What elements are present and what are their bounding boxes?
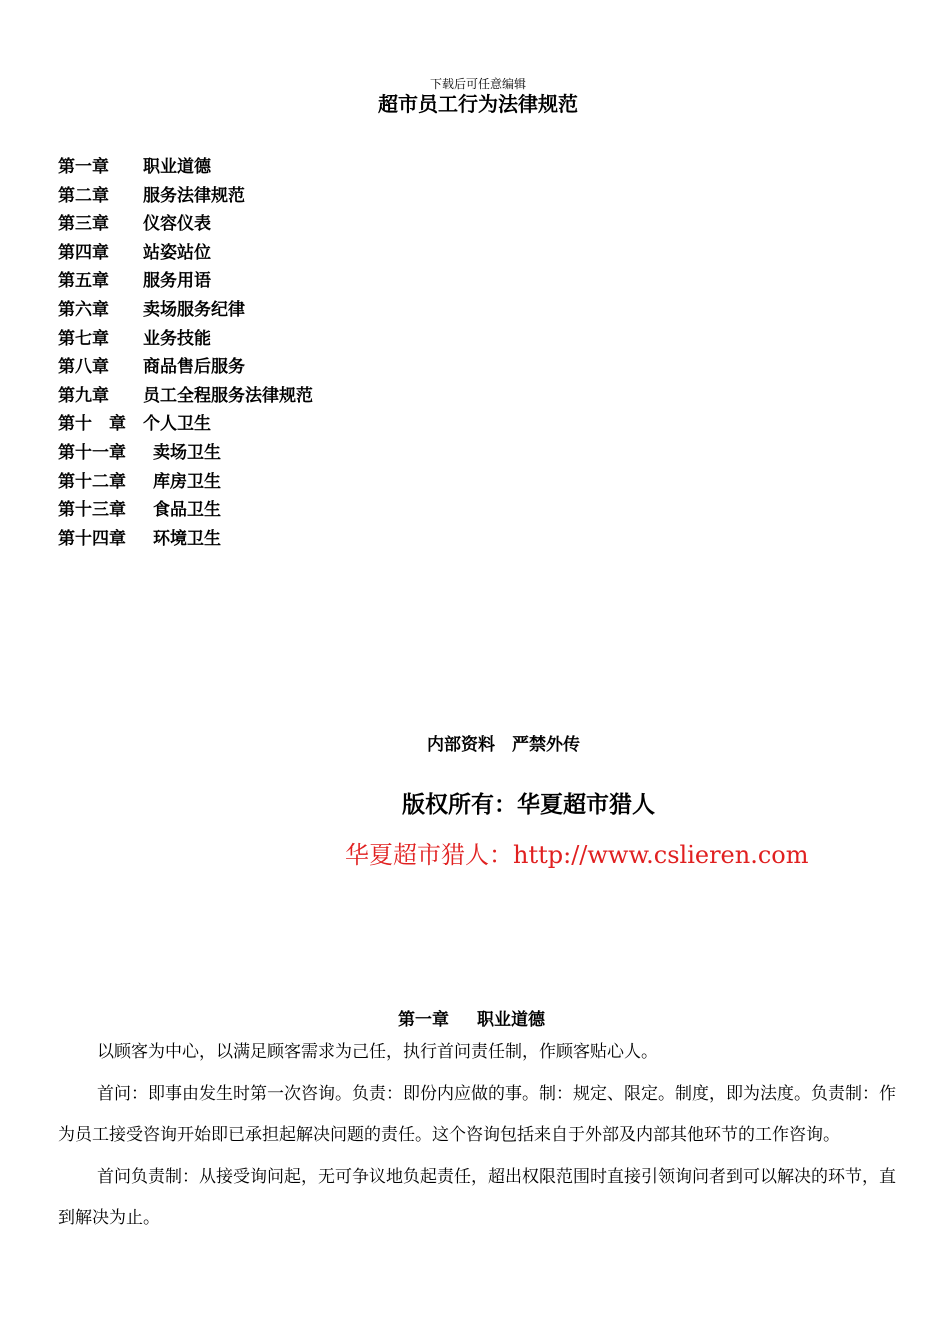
toc-chapter-number: 第九章 <box>58 385 109 406</box>
toc-chapter-title: 职业道德 <box>143 157 211 177</box>
website-link[interactable]: 华夏超市猎人：http://www.cslieren.com <box>345 841 809 869</box>
body-paragraph: 以顾客为中心，以满足顾客需求为己任，执行首问责任制，作顾客贴心人。 <box>97 1042 658 1062</box>
toc-item <box>58 153 313 182</box>
table-of-contents <box>58 153 313 553</box>
toc-chapter-number: 第十四章 <box>58 528 126 549</box>
toc-item <box>58 439 313 468</box>
internal-notice: 内部资料 严禁外传 <box>427 735 580 755</box>
toc-item <box>58 468 313 497</box>
toc-item <box>58 296 313 325</box>
toc-item <box>58 525 313 554</box>
toc-item <box>58 325 313 354</box>
toc-chapter-number: 第十三章 <box>58 500 126 521</box>
toc-chapter-title: 个人卫生 <box>143 414 211 435</box>
toc-chapter-title: 商品售后服务 <box>143 357 245 378</box>
toc-chapter-title: 卖场服务纪律 <box>143 299 245 320</box>
toc-chapter-title: 环境卫生 <box>153 528 221 549</box>
toc-chapter-number: 第二章 <box>58 185 109 206</box>
toc-chapter-number: 第六章 <box>58 299 109 320</box>
toc-chapter-number: 第十二章 <box>58 471 126 492</box>
toc-chapter-title: 服务用语 <box>143 271 211 292</box>
toc-item <box>58 496 313 525</box>
chapter-number: 第一章 <box>398 1010 449 1030</box>
toc-chapter-title: 仪容仪表 <box>143 214 211 235</box>
chapter-body <box>58 1032 900 1240</box>
toc-chapter-number: 第七章 <box>58 328 109 349</box>
chapter-heading <box>398 1008 545 1032</box>
toc-chapter-number: 第一章 <box>58 157 109 177</box>
document-title: 超市员工行为法律规范 <box>378 92 578 116</box>
toc-item <box>58 239 313 268</box>
body-paragraph: 首问：即事由发生时第一次咨询。负责：即份内应做的事。制：规定、限定。制度，即为法度。负责制：作为员工接受咨询开始即已承担起解决问题的责任。这个咨询包括来自于外部及内部其他环节的工作咨询。 <box>58 1083 896 1145</box>
chapter-title: 职业道德 <box>477 1010 545 1030</box>
toc-chapter-number: 第三章 <box>58 214 109 235</box>
toc-chapter-number: 第十 章 <box>58 414 126 435</box>
toc-chapter-number: 第五章 <box>58 271 109 292</box>
toc-chapter-title: 库房卫生 <box>153 471 221 492</box>
download-note: 下载后可任意编辑 <box>429 77 526 91</box>
copyright-notice: 版权所有：华夏超市猎人 <box>402 791 655 818</box>
toc-item <box>58 353 313 382</box>
toc-chapter-title: 员工全程服务法律规范 <box>143 385 313 406</box>
toc-chapter-title: 站姿站位 <box>143 242 211 263</box>
toc-item <box>58 382 313 411</box>
toc-chapter-title: 卖场卫生 <box>153 442 221 463</box>
toc-chapter-number: 第十一章 <box>58 442 126 463</box>
toc-chapter-title: 服务法律规范 <box>143 185 245 206</box>
toc-item <box>58 182 313 211</box>
toc-item <box>58 410 313 439</box>
toc-chapter-number: 第八章 <box>58 357 109 378</box>
toc-chapter-title: 食品卫生 <box>153 500 221 521</box>
body-paragraph: 首问负责制：从接受询问起，无可争议地负起责任，超出权限范围时直接引领询问者到可以解决的环节，直到解决为止。 <box>58 1166 896 1228</box>
toc-item <box>58 210 313 239</box>
toc-chapter-number: 第四章 <box>58 242 109 263</box>
toc-chapter-title: 业务技能 <box>143 328 211 349</box>
toc-item <box>58 267 313 296</box>
